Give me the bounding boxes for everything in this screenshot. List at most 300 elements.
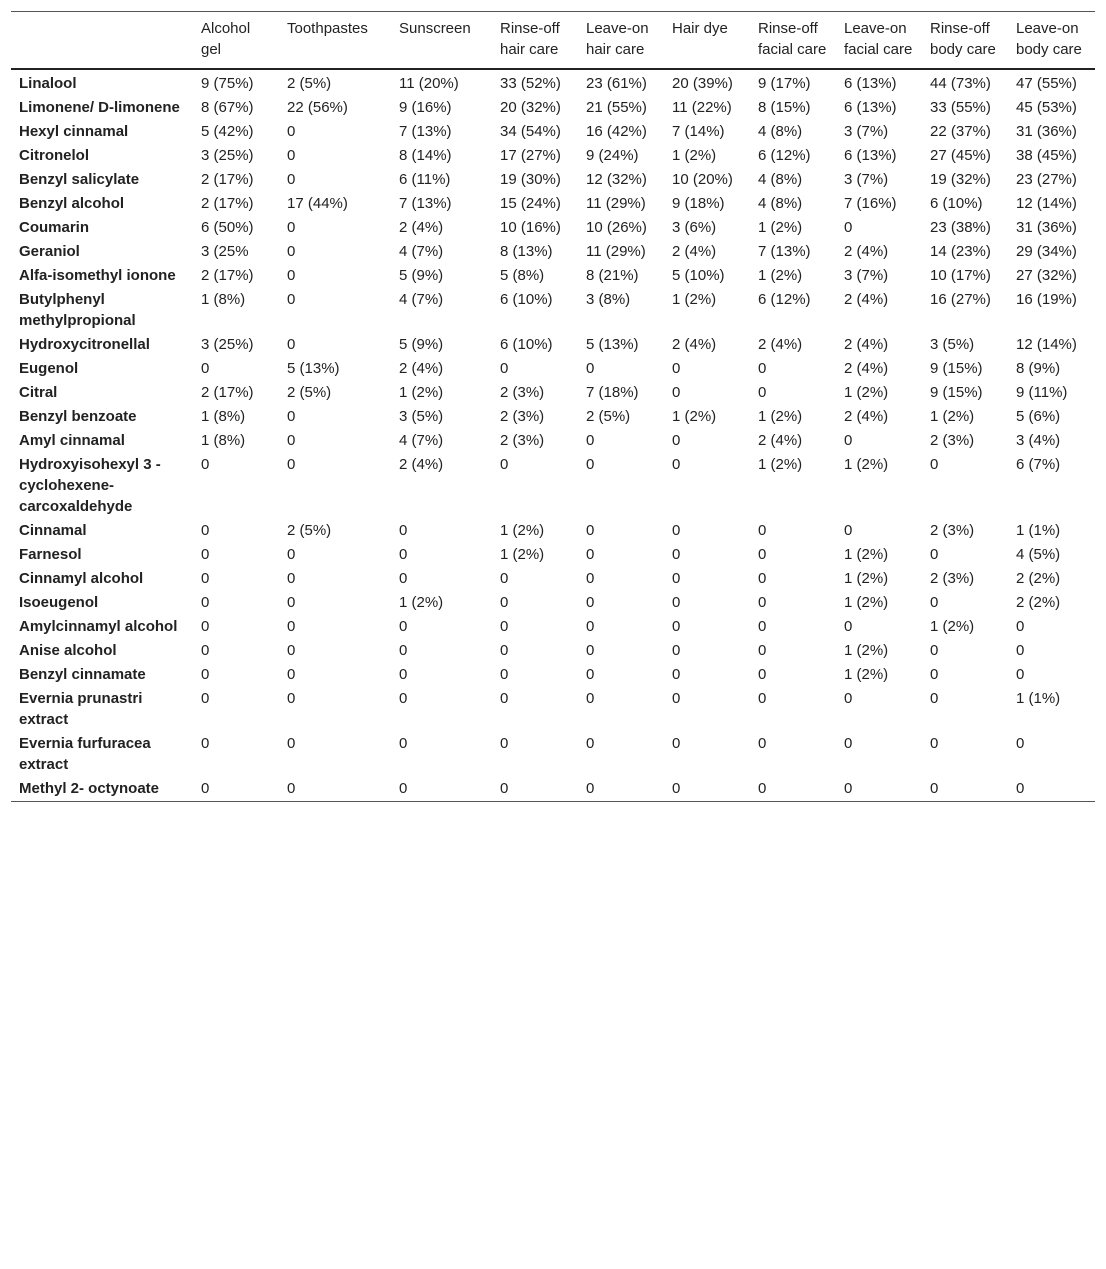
table-row [11, 567, 1095, 591]
count-cell: 0 [201, 666, 210, 683]
table-row [11, 543, 1095, 567]
count-cell: 0 [586, 570, 595, 587]
count-cell: 11 (20%) [399, 75, 459, 92]
ingredient-name: Coumarin [19, 219, 90, 236]
count-cell: 0 [287, 408, 296, 425]
count-cell: 0 [844, 432, 853, 449]
count-cell: 45 (53%) [1016, 99, 1077, 116]
table-row [11, 639, 1095, 663]
count-cell: 5 (10%) [672, 267, 725, 284]
count-cell: 0 [287, 780, 296, 797]
count-cell: 1 (2%) [844, 642, 889, 659]
count-cell: 4 (7%) [399, 291, 444, 308]
column-header: Toothpastes [287, 20, 368, 37]
count-cell: 15 (24%) [500, 195, 561, 212]
ingredient-name: Farnesol [19, 546, 82, 563]
count-cell: 44 (73%) [930, 75, 991, 92]
count-cell: 2 (5%) [287, 522, 332, 539]
count-cell: 23 (27%) [1016, 171, 1077, 188]
ingredient-name: Evernia furfuracea extract [19, 735, 151, 773]
count-cell: 20 (32%) [500, 99, 561, 116]
count-cell: 16 (27%) [930, 291, 991, 308]
count-cell: 3 (7%) [844, 267, 889, 284]
count-cell: 0 [287, 147, 296, 164]
count-cell: 3 (25%) [201, 147, 254, 164]
count-cell: 4 (7%) [399, 432, 444, 449]
count-cell: 27 (32%) [1016, 267, 1077, 284]
count-cell: 0 [930, 546, 939, 563]
count-cell: 4 (8%) [758, 171, 803, 188]
count-cell: 19 (32%) [930, 171, 991, 188]
count-cell: 7 (16%) [844, 195, 897, 212]
count-cell: 17 (27%) [500, 147, 561, 164]
count-cell: 1 (8%) [201, 291, 246, 308]
count-cell: 12 (32%) [586, 171, 647, 188]
count-cell: 0 [1016, 780, 1025, 797]
count-cell: 23 (38%) [930, 219, 991, 236]
count-cell: 47 (55%) [1016, 75, 1077, 92]
count-cell: 12 (14%) [1016, 336, 1077, 353]
table-row [11, 144, 1095, 168]
count-cell: 38 (45%) [1016, 147, 1077, 164]
count-cell: 9 (17%) [758, 75, 811, 92]
table-row [11, 240, 1095, 264]
count-cell: 31 (36%) [1016, 123, 1077, 140]
count-cell: 2 (4%) [399, 219, 444, 236]
ingredient-name: Benzyl cinnamate [19, 666, 146, 683]
count-cell: 2 (3%) [500, 384, 545, 401]
count-cell: 6 (50%) [201, 219, 254, 236]
count-cell: 2 (4%) [844, 360, 889, 377]
count-cell: 0 [672, 642, 681, 659]
count-cell: 1 (2%) [844, 666, 889, 683]
count-cell: 2 (5%) [586, 408, 631, 425]
count-cell: 0 [287, 432, 296, 449]
count-cell: 1 (2%) [844, 456, 889, 473]
count-cell: 0 [844, 219, 853, 236]
count-cell: 8 (9%) [1016, 360, 1061, 377]
count-cell: 0 [844, 690, 853, 707]
count-cell: 0 [586, 546, 595, 563]
ingredient-name: Cinnamal [19, 522, 87, 539]
count-cell: 7 (18%) [586, 384, 639, 401]
count-cell: 6 (13%) [844, 147, 897, 164]
count-cell: 6 (13%) [844, 99, 897, 116]
count-cell: 8 (67%) [201, 99, 254, 116]
count-cell: 0 [930, 780, 939, 797]
count-cell: 6 (11%) [399, 171, 451, 188]
count-cell: 1 (2%) [758, 219, 803, 236]
count-cell: 0 [586, 735, 595, 752]
ingredient-name: Methyl 2- octynoate [19, 780, 160, 797]
count-cell: 0 [201, 594, 210, 611]
count-cell: 0 [586, 432, 595, 449]
count-cell: 2 (5%) [287, 384, 332, 401]
column-header: Leave-on body care [1016, 20, 1082, 58]
table-row [11, 120, 1095, 144]
count-cell: 2 (2%) [1016, 594, 1061, 611]
count-cell: 0 [930, 735, 939, 752]
count-cell: 0 [930, 456, 939, 473]
count-cell: 1 (2%) [758, 456, 803, 473]
count-cell: 2 (4%) [672, 243, 717, 260]
table-row [11, 732, 1095, 777]
count-cell: 31 (36%) [1016, 219, 1077, 236]
count-cell: 0 [758, 735, 767, 752]
count-cell: 0 [201, 360, 210, 377]
count-cell: 0 [287, 219, 296, 236]
count-cell: 0 [201, 642, 210, 659]
count-cell: 0 [287, 666, 296, 683]
count-cell: 3 (7%) [844, 123, 889, 140]
count-cell: 1 (2%) [500, 546, 545, 563]
count-cell: 0 [758, 690, 767, 707]
count-cell: 0 [672, 384, 681, 401]
count-cell: 0 [672, 690, 681, 707]
count-cell: 1 (1%) [1016, 690, 1061, 707]
ingredient-name: Anise alcohol [19, 642, 117, 659]
count-cell: 0 [500, 570, 509, 587]
column-header: Hair dye [672, 20, 728, 37]
count-cell: 16 (42%) [586, 123, 647, 140]
count-cell: 0 [844, 522, 853, 539]
count-cell: 4 (8%) [758, 195, 803, 212]
count-cell: 27 (45%) [930, 147, 991, 164]
column-header: Rinse-off hair care [500, 20, 560, 58]
ingredient-name: Eugenol [19, 360, 79, 377]
count-cell: 1 (2%) [844, 594, 889, 611]
count-cell: 0 [586, 456, 595, 473]
count-cell: 23 (61%) [586, 75, 647, 92]
count-cell: 34 (54%) [500, 123, 561, 140]
count-cell: 0 [758, 546, 767, 563]
count-cell: 0 [930, 690, 939, 707]
count-cell: 2 (4%) [758, 432, 803, 449]
count-cell: 0 [201, 522, 210, 539]
count-cell: 2 (4%) [844, 291, 889, 308]
count-cell: 0 [586, 618, 595, 635]
count-cell: 0 [399, 618, 408, 635]
count-cell: 1 (1%) [1016, 522, 1061, 539]
count-cell: 2 (4%) [399, 456, 444, 473]
count-cell: 0 [287, 456, 296, 473]
count-cell: 0 [287, 267, 296, 284]
count-cell: 5 (8%) [500, 267, 545, 284]
count-cell: 2 (4%) [672, 336, 717, 353]
column-header: Rinse-off body care [930, 20, 996, 58]
count-cell: 6 (10%) [930, 195, 983, 212]
table-row [11, 591, 1095, 615]
count-cell: 0 [672, 780, 681, 797]
count-cell: 3 (8%) [586, 291, 631, 308]
ingredient-name: Amyl cinnamal [19, 432, 125, 449]
count-cell: 0 [399, 642, 408, 659]
count-cell: 1 (2%) [930, 408, 975, 425]
count-cell: 17 (44%) [287, 195, 348, 212]
count-cell: 1 (8%) [201, 432, 246, 449]
count-cell: 2 (3%) [930, 432, 975, 449]
column-header: Leave-on hair care [586, 20, 649, 58]
count-cell: 0 [1016, 618, 1025, 635]
count-cell: 1 (2%) [672, 291, 717, 308]
ingredient-name: Geraniol [19, 243, 80, 260]
count-cell: 0 [1016, 666, 1025, 683]
count-cell: 8 (13%) [500, 243, 553, 260]
count-cell: 6 (12%) [758, 291, 811, 308]
count-cell: 0 [201, 570, 210, 587]
count-cell: 0 [500, 456, 509, 473]
table-row [11, 216, 1095, 240]
count-cell: 9 (11%) [1016, 384, 1068, 401]
count-cell: 6 (12%) [758, 147, 811, 164]
header-cell-ingredient [11, 12, 193, 70]
ingredient-name: Isoeugenol [19, 594, 99, 611]
count-cell: 0 [586, 522, 595, 539]
table-row [11, 663, 1095, 687]
count-cell: 2 (4%) [844, 336, 889, 353]
count-cell: 0 [201, 618, 210, 635]
count-cell: 2 (4%) [844, 243, 889, 260]
table-row [11, 168, 1095, 192]
count-cell: 0 [399, 735, 408, 752]
count-cell: 16 (19%) [1016, 291, 1077, 308]
count-cell: 0 [586, 780, 595, 797]
column-header: Alcohol gel [201, 20, 251, 58]
count-cell: 0 [287, 594, 296, 611]
count-cell: 33 (52%) [500, 75, 561, 92]
ingredient-name: Citral [19, 384, 58, 401]
count-cell: 10 (20%) [672, 171, 733, 188]
count-cell: 0 [399, 690, 408, 707]
ingredient-name: Hydroxyisohexyl 3 - cyclohexene- carcoxaldehyde [19, 456, 161, 515]
table-row [11, 429, 1095, 453]
count-cell: 5 (13%) [586, 336, 639, 353]
table-row [11, 96, 1095, 120]
count-cell: 0 [500, 642, 509, 659]
count-cell: 0 [500, 690, 509, 707]
table-row [11, 264, 1095, 288]
table-header [11, 12, 1095, 70]
count-cell: 0 [758, 384, 767, 401]
count-cell: 0 [201, 456, 210, 473]
count-cell: 2 (17%) [201, 195, 254, 212]
allergen-table [11, 11, 1095, 802]
count-cell: 0 [201, 546, 210, 563]
ingredient-name: Linalool [19, 75, 77, 92]
ingredient-name: Citronelol [19, 147, 89, 164]
count-cell: 5 (13%) [287, 360, 340, 377]
count-cell: 7 (13%) [399, 123, 452, 140]
count-cell: 10 (16%) [500, 219, 561, 236]
ingredient-name: Evernia prunastri extract [19, 690, 143, 728]
count-cell: 0 [844, 735, 853, 752]
count-cell: 8 (14%) [399, 147, 452, 164]
count-cell: 2 (17%) [201, 171, 254, 188]
ingredient-name: Hexyl cinnamal [19, 123, 129, 140]
count-cell: 0 [672, 546, 681, 563]
ingredient-name: Amylcinnamyl alcohol [19, 618, 178, 635]
column-header: Leave-on facial care [844, 20, 913, 58]
count-cell: 10 (17%) [930, 267, 991, 284]
count-cell: 2 (3%) [930, 522, 975, 539]
column-header: Rinse-off facial care [758, 20, 827, 58]
count-cell: 0 [201, 690, 210, 707]
count-cell: 0 [758, 618, 767, 635]
count-cell: 6 (10%) [500, 291, 553, 308]
count-cell: 0 [672, 456, 681, 473]
header-row [11, 12, 1095, 70]
count-cell: 22 (37%) [930, 123, 991, 140]
count-cell: 2 (17%) [201, 267, 254, 284]
count-cell: 1 (2%) [844, 384, 889, 401]
count-cell: 1 (2%) [930, 618, 975, 635]
count-cell: 0 [500, 666, 509, 683]
count-cell: 19 (30%) [500, 171, 561, 188]
count-cell: 2 (3%) [500, 432, 545, 449]
table-row [11, 519, 1095, 543]
count-cell: 6 (7%) [1016, 456, 1061, 473]
table-row [11, 777, 1095, 802]
count-cell: 0 [287, 546, 296, 563]
count-cell: 5 (42%) [201, 123, 254, 140]
ingredient-name: Benzyl salicylate [19, 171, 140, 188]
count-cell: 0 [586, 594, 595, 611]
count-cell: 0 [758, 642, 767, 659]
count-cell: 0 [287, 171, 296, 188]
count-cell: 0 [930, 642, 939, 659]
count-cell: 0 [287, 618, 296, 635]
count-cell: 9 (24%) [586, 147, 639, 164]
count-cell: 3 (6%) [672, 219, 717, 236]
count-cell: 9 (18%) [672, 195, 725, 212]
count-cell: 0 [672, 594, 681, 611]
count-cell: 5 (9%) [399, 336, 444, 353]
count-cell: 4 (7%) [399, 243, 444, 260]
count-cell: 0 [399, 666, 408, 683]
count-cell: 2 (4%) [399, 360, 444, 377]
count-cell: 3 (5%) [399, 408, 444, 425]
count-cell: 14 (23%) [930, 243, 991, 260]
count-cell: 1 (8%) [201, 408, 246, 425]
count-cell: 0 [201, 735, 210, 752]
count-cell: 0 [672, 570, 681, 587]
count-cell: 0 [672, 618, 681, 635]
count-cell: 3 (25%) [201, 336, 254, 353]
table-row [11, 357, 1095, 381]
ingredient-name: Alfa-isomethyl ionone [19, 267, 176, 284]
count-cell: 5 (9%) [399, 267, 444, 284]
count-cell: 12 (14%) [1016, 195, 1077, 212]
count-cell: 0 [1016, 642, 1025, 659]
count-cell: 0 [586, 666, 595, 683]
count-cell: 1 (2%) [758, 267, 803, 284]
table-row [11, 687, 1095, 732]
count-cell: 7 (13%) [758, 243, 811, 260]
count-cell: 0 [399, 522, 408, 539]
count-cell: 1 (2%) [672, 147, 717, 164]
count-cell: 0 [758, 570, 767, 587]
count-cell: 22 (56%) [287, 99, 348, 116]
count-cell: 1 (2%) [758, 408, 803, 425]
table-row [11, 453, 1095, 519]
count-cell: 11 (29%) [586, 195, 646, 212]
table-body [11, 69, 1095, 802]
count-cell: 0 [672, 522, 681, 539]
count-cell: 1 (2%) [844, 570, 889, 587]
count-cell: 0 [287, 123, 296, 140]
count-cell: 3 (5%) [930, 336, 975, 353]
table-row [11, 288, 1095, 333]
count-cell: 0 [930, 594, 939, 611]
count-cell: 0 [758, 522, 767, 539]
ingredient-name: Limonene/ D-limonene [19, 99, 180, 116]
count-cell: 21 (55%) [586, 99, 647, 116]
count-cell: 0 [287, 243, 296, 260]
count-cell: 20 (39%) [672, 75, 733, 92]
count-cell: 0 [399, 780, 408, 797]
count-cell: 0 [287, 336, 296, 353]
count-cell: 0 [1016, 735, 1025, 752]
count-cell: 0 [672, 360, 681, 377]
count-cell: 2 (17%) [201, 384, 254, 401]
table-row [11, 69, 1095, 96]
count-cell: 11 (29%) [586, 243, 646, 260]
count-cell: 0 [500, 780, 509, 797]
count-cell: 11 (22%) [672, 99, 732, 116]
count-cell: 1 (2%) [672, 408, 717, 425]
ingredient-name: Benzyl alcohol [19, 195, 125, 212]
count-cell: 0 [287, 690, 296, 707]
count-cell: 6 (13%) [844, 75, 897, 92]
count-cell: 8 (15%) [758, 99, 811, 116]
count-cell: 2 (5%) [287, 75, 332, 92]
count-cell: 5 (6%) [1016, 408, 1061, 425]
count-cell: 0 [758, 780, 767, 797]
count-cell: 2 (3%) [500, 408, 545, 425]
count-cell: 0 [287, 570, 296, 587]
count-cell: 2 (3%) [930, 570, 975, 587]
count-cell: 0 [399, 546, 408, 563]
count-cell: 10 (26%) [586, 219, 647, 236]
ingredient-name: Benzyl benzoate [19, 408, 137, 425]
count-cell: 0 [586, 690, 595, 707]
count-cell: 0 [672, 666, 681, 683]
count-cell: 9 (16%) [399, 99, 452, 116]
table-row [11, 192, 1095, 216]
count-cell: 29 (34%) [1016, 243, 1077, 260]
count-cell: 0 [586, 360, 595, 377]
count-cell: 0 [500, 594, 509, 611]
count-cell: 3 (7%) [844, 171, 889, 188]
count-cell: 0 [758, 666, 767, 683]
table-row [11, 333, 1095, 357]
count-cell: 9 (15%) [930, 360, 983, 377]
ingredient-name: Butylphenyl methylpropional [19, 291, 136, 329]
count-cell: 0 [287, 642, 296, 659]
count-cell: 0 [287, 735, 296, 752]
count-cell: 1 (2%) [500, 522, 545, 539]
ingredient-name: Hydroxycitronellal [19, 336, 150, 353]
count-cell: 9 (75%) [201, 75, 254, 92]
count-cell: 8 (21%) [586, 267, 639, 284]
count-cell: 33 (55%) [930, 99, 991, 116]
count-cell: 7 (14%) [672, 123, 725, 140]
count-cell: 1 (2%) [844, 546, 889, 563]
table-row [11, 405, 1095, 429]
count-cell: 2 (2%) [1016, 570, 1061, 587]
count-cell: 0 [287, 291, 296, 308]
count-cell: 1 (2%) [399, 594, 444, 611]
